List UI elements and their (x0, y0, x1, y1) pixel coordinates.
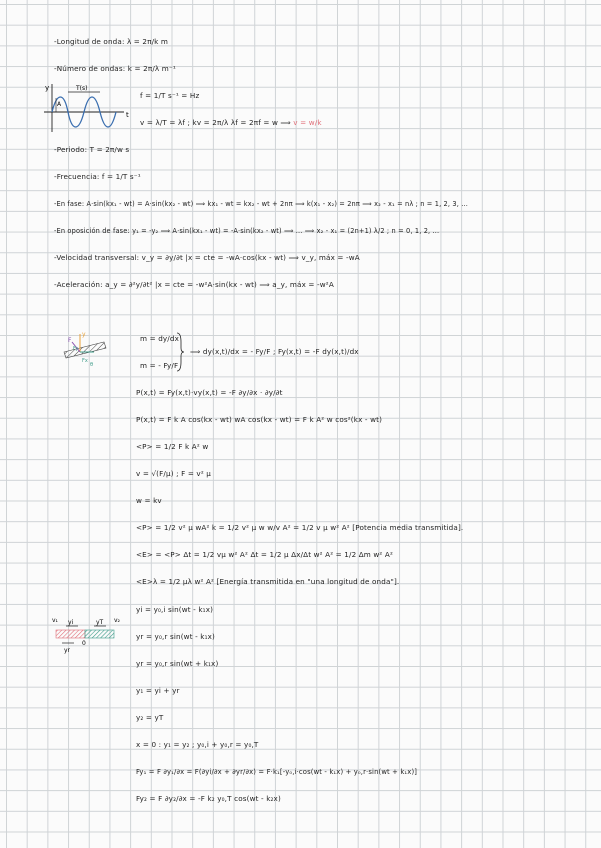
wavelength-formula: -Longitud de onda: λ = 2π/k m (54, 37, 169, 46)
medium1-label: v₁ (52, 617, 58, 624)
mean-energy: <E> = <P> Δt = 1/2 vμ w² A² Δt = 1/2 μ Δx/Δt w² A² = 1/2 Δm w² A² (136, 550, 393, 559)
axis-y-label: y (45, 84, 50, 92)
string-force-diagram (60, 330, 110, 370)
medium2-label: v₂ (114, 617, 120, 624)
origin-label: 0 (82, 640, 86, 647)
opposite-phase-condition: -En oposición de fase: y₁ = -y₂ ⟹ A·sin(kx₁ - wt) = -A·sin(kx₂ - wt) ⟹ ... ⟹ x₂ - x₁ = (2n+1) λ/2 ; n = 0, 1, 2, ... (54, 227, 440, 235)
fig-label-fy: Fy (73, 346, 79, 352)
slope-formula-1: m = dy/dx (140, 334, 179, 343)
wave-speed-formula: v = √(F/μ) ; F = v² μ (136, 469, 212, 478)
fig-label-fx: Fx (82, 358, 88, 364)
reflected-wave-1: yr = y₀,r sin(wt - k₁x) (136, 632, 215, 641)
velocity-highlight: v = w/k (293, 118, 322, 127)
transmitted-wave: y₂ = yT (136, 713, 164, 722)
slope-formula-2: m = - Fy/F (140, 361, 179, 370)
brace (176, 332, 184, 372)
in-phase-condition: -En fase: A·sin(kx₁ - wt) = A·sin(kx₂ - wt) ⟹ kx₁ - wt = kx₂ - wt + 2nπ ⟹ k(x₁ - x₂) = 2nπ ⟹ x₂ - x₁ = nλ ; n = 1, 2, 3, ... (54, 200, 468, 208)
mean-power-transmitted: <P> = 1/2 v² μ wA² k = 1/2 v² μ w w/v A² = 1/2 v μ w² A² [Potencia media transmitida]. (136, 523, 464, 532)
interface-diagram (52, 614, 122, 654)
fig-label-theta: θ (90, 362, 94, 368)
reflected-label: yr (64, 647, 71, 654)
period-formula: -Periodo: T = 2π/w s (54, 145, 130, 154)
fig-label-y: y (82, 331, 86, 338)
power-formula-2: P(x,t) = F k A cos(kx - wt) wA cos(kx - wt) = F k A² w cos²(kx - wt) (136, 415, 383, 424)
transverse-velocity: -Velocidad transversal: v_y = ∂y/∂t |x = cte = -wA·cos(kx - wt) ⟹ v_y, máx = -wA (54, 253, 360, 262)
velocity-formula (140, 118, 322, 128)
amplitude-label: A (57, 101, 62, 108)
axis-t-label: t (126, 111, 129, 119)
fig-label-f: F (68, 337, 72, 344)
period-label: T(s) (76, 85, 88, 92)
incident-label: yi (68, 619, 74, 626)
sum-wave: y₁ = yi + yr (136, 686, 180, 695)
boundary-condition: x = 0 : y₁ = y₂ ; y₀,i + y₀,r = y₀,T (136, 740, 259, 749)
incident-wave: yi = y₀,i sin(wt - k₁x) (136, 605, 214, 614)
reflected-wave-2: yr = y₀,r sin(wt + k₁x) (136, 659, 219, 668)
energy-per-wavelength: <E>λ = 1/2 μλ w² A² [Energía transmitida en "una longitud de onda"]. (136, 577, 400, 586)
power-formula-1: P(x,t) = Fy(x,t)·vy(x,t) = -F ∂y/∂x · ∂y/∂t (136, 388, 283, 397)
frequency-unit-formula: f = 1/T s⁻¹ = Hz (140, 91, 200, 100)
frequency-formula: -Frecuencia: f = 1/T s⁻¹ (54, 172, 141, 181)
force-medium-2: Fy₂ = F ∂y₂/∂x = -F k₂ y₀,T cos(wt - k₂x) (136, 794, 281, 803)
transmitted-label: yT (96, 619, 104, 626)
wave-graph (44, 84, 134, 134)
mean-power-1: <P> = 1/2 F k A² w (136, 442, 209, 451)
angular-frequency-relation: w = kv (136, 496, 162, 505)
transverse-force-formula: ⟹ dy(x,t)/dx = - Fy/F ; Fy(x,t) = -F dy(x,t)/dx (190, 347, 359, 356)
velocity-formula-text: v = λ/T = λf ; kv = 2π/λ λf = 2πf = w ⟹ (140, 118, 294, 127)
wavenumber-formula: -Número de ondas: k = 2π/λ m⁻¹ (54, 64, 176, 73)
force-medium-1: Fy₁ = F ∂y₁/∂x = F(∂yi/∂x + ∂yr/∂x) = F·k₁[-y₀,i·cos(wt - k₁x) + y₀,r·sin(wt + k₁x)] (136, 768, 418, 776)
acceleration: -Aceleración: a_y = ∂²y/∂t² |x = cte = -w²A·sin(kx - wt) ⟹ a_y, máx = -w²A (54, 280, 334, 289)
